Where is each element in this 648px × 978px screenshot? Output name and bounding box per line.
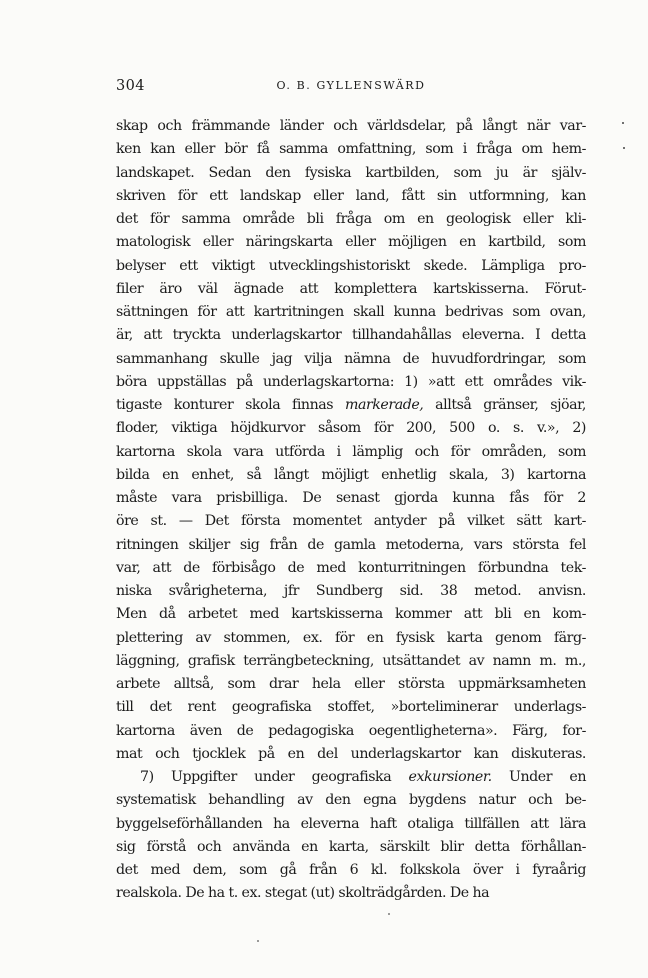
- text-line: [116, 394, 586, 417]
- text-line: skap och främmande länder och världsdelar, på långt när var-: [116, 118, 586, 134]
- text-line: var, att de förbisågo de med konturritningen förbundna tek-: [116, 559, 586, 576]
- text-line: måste vara prisbilliga. De senast gjorda kunna fås för 2: [116, 490, 586, 506]
- page-number: 304: [116, 78, 145, 94]
- text-line: det med dem, som gå från 6 kl. folkskola över i fyraårig: [116, 862, 586, 878]
- scan-speck: [388, 913, 390, 915]
- text-line: öre st. — Det första momentet antyder på vilket sätt kart-: [116, 513, 586, 530]
- text-line: sättningen för att kartritningen skall kunna bedrivas som ovan,: [116, 304, 586, 320]
- text-run: tigaste konturer skola finnas: [116, 397, 345, 413]
- text-line: filer äro väl ägnade att komplettera kartskisserna. Förut-: [116, 280, 586, 297]
- text-line: sammanhang skulle jag vilja nämna de huvudfordringar, som: [116, 350, 586, 367]
- scan-speck: [622, 122, 624, 124]
- text-line: [116, 766, 586, 789]
- text-line: arbete alltså, som drar hela eller största uppmärksamheten: [116, 676, 586, 692]
- scan-speck: [623, 147, 625, 149]
- text-line: läggning, grafisk terrängbeteckning, utsättandet av namn m. m.,: [116, 652, 586, 669]
- text-line: plettering av stommen, ex. för en fysisk karta genom färg-: [116, 629, 586, 646]
- text-line: byggelseförhållanden ha eleverna haft otaliga tillfällen att lära: [116, 815, 586, 832]
- scan-speck: [257, 940, 259, 942]
- text-line: ken kan eller bör få samma omfattning, som i fråga om hem-: [116, 141, 586, 158]
- text-run: 7) Uppgifter under geografiska: [140, 769, 409, 785]
- text-run: alltså gränser, sjöar,: [423, 397, 586, 413]
- text-line: till det rent geografiska stoffet, »borteliminerar underlags-: [116, 699, 586, 716]
- text-line: mat och tjocklek på en del underlagskartor kan diskuteras.: [116, 745, 586, 762]
- text-line: matologisk eller näringskarta eller möjligen en kartbild, som: [116, 234, 586, 251]
- body-text: [116, 115, 586, 906]
- text-line: realskola. De ha t. ex. stegat (ut) skolträdgården. De ha: [116, 885, 490, 902]
- running-head: [116, 78, 586, 98]
- running-title: O. B. GYLLENSWÄRD: [276, 79, 426, 92]
- text-run: Under en: [491, 769, 587, 785]
- text-line: niska svårigheterna, jfr Sundberg sid. 38 metod. anvisn.: [116, 583, 586, 599]
- text-line: sig förstå och använda en karta, särskilt blir detta förhållan-: [116, 838, 586, 855]
- text-line: systematisk behandling av den egna bygdens natur och be-: [116, 792, 586, 809]
- text-line: floder, viktiga höjdkurvor såsom för 200, 500 o. s. v.», 2): [116, 420, 586, 437]
- italic-term: exkursioner.: [408, 769, 492, 785]
- text-line: belyser ett viktigt utvecklingshistoriskt skede. Lämpliga pro-: [116, 257, 586, 274]
- text-line: böra uppställas på underlagskartorna: 1) »att ett områdes vik-: [116, 373, 586, 390]
- text-line: kartorna även de pedagogiska oegentligheterna». Färg, for-: [116, 722, 586, 739]
- text-line: Men då arbetet med kartskisserna kommer att bli en kom-: [116, 606, 586, 623]
- text-line: skriven för ett landskap eller land, fått sin utformning, kan: [116, 187, 586, 204]
- italic-term: markerade,: [344, 397, 424, 413]
- text-line: kartorna skola vara utförda i lämplig och för områden, som: [116, 443, 586, 460]
- text-line: det för samma område bli fråga om en geologisk eller kli-: [116, 211, 586, 227]
- text-line: är, att tryckta underlagskartor tillhandahållas eleverna. I detta: [116, 327, 586, 344]
- text-line: bilda en enhet, så långt möjligt enhetlig skala, 3) kartorna: [116, 466, 586, 483]
- text-line: ritningen skiljer sig från de gamla metoderna, vars största fel: [116, 536, 586, 553]
- text-line: landskapet. Sedan den fysiska kartbilden, som ju är själv-: [116, 164, 586, 181]
